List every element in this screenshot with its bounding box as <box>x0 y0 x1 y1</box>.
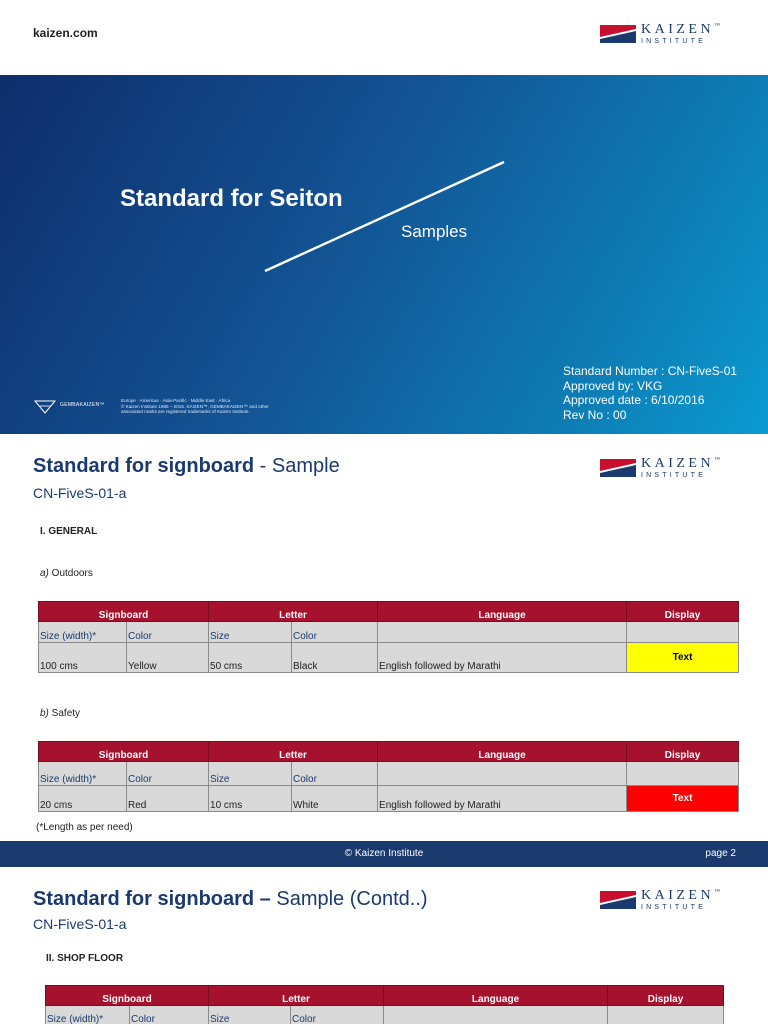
cover-header <box>0 0 768 75</box>
label-letter-color: Color <box>292 622 378 643</box>
safety-table <box>38 741 739 812</box>
section-general: I. GENERAL <box>40 526 98 537</box>
header-language: Language <box>378 602 627 622</box>
label-color: Color <box>127 622 209 643</box>
header-language: Language <box>378 742 627 762</box>
header-display: Display <box>608 986 724 1006</box>
section-shop-floor: II. SHOP FLOOR <box>46 953 124 964</box>
display-sample-red: Text <box>627 786 739 812</box>
page-number: page 2 <box>705 848 736 859</box>
label-size-width: Size (width)* <box>39 622 127 643</box>
kaizen-logo: KAIZEN™ INSTITUTE <box>600 457 720 479</box>
header-letter: Letter <box>209 742 378 762</box>
standard-meta <box>563 364 737 422</box>
rev-no: Rev No : 00 <box>563 407 627 422</box>
shop-floor-table <box>45 985 724 1024</box>
slide-code: CN-FiveS-01-a <box>33 485 127 501</box>
standard-number: Standard Number : CN-FiveS-01 <box>563 364 738 378</box>
label-letter-size: Size <box>209 1006 291 1024</box>
label-color: Color <box>127 762 209 786</box>
approved-by: Approved by: VKG <box>563 378 663 393</box>
header-letter: Letter <box>209 986 384 1006</box>
display-sample-yellow: Text <box>627 643 739 673</box>
label-letter-color: Color <box>291 1006 384 1024</box>
legal-text: Europe · Americas · Asia-Pacific · Middle East · Africa © Kaizen Institute 1985 – 2015. KAIZEN™, GEMBAKAIZEN™ and other associated marks are registered trademarks of Kaizen Institute. <box>121 398 269 415</box>
header-language: Language <box>384 986 608 1006</box>
diagonal-line-icon <box>263 159 508 274</box>
sub-outdoors: a) Outdoors <box>40 568 93 579</box>
signboard-slide <box>0 434 768 841</box>
cover-hero <box>0 75 768 434</box>
kaizen-logo: KAIZEN™ INSTITUTE <box>600 889 720 911</box>
logo-sub: INSTITUTE <box>641 38 706 45</box>
table-row: 100 cms Yellow 50 cms Black English followed by Marathi Text <box>39 643 739 673</box>
footer-copyright: © Kaizen Institute <box>344 848 424 859</box>
header-signboard: Signboard <box>39 602 209 622</box>
cover-title: Standard for Seiton <box>120 185 343 212</box>
label-letter-size: Size <box>209 762 292 786</box>
label-color: Color <box>130 1006 209 1024</box>
label-size-width: Size (width)* <box>39 762 127 786</box>
logo-name: KAIZEN <box>641 22 715 37</box>
header-signboard: Signboard <box>46 986 209 1006</box>
site-link[interactable]: kaizen.com <box>33 26 98 40</box>
slide-footer <box>0 841 768 867</box>
gemba-triangle-icon <box>34 400 56 414</box>
approved-date: Approved date : 6/10/2016 <box>563 393 705 407</box>
header-display: Display <box>627 742 739 762</box>
label-letter-color: Color <box>292 762 378 786</box>
slide-title: Standard for signboard - Sample <box>33 455 340 477</box>
gembakaizen-logo: GEMBAKAIZEN™ <box>34 400 105 414</box>
label-letter-size: Size <box>209 622 292 643</box>
header-display: Display <box>627 602 739 622</box>
kaizen-flag-icon <box>600 459 636 477</box>
sub-safety: b) Safety <box>40 708 81 719</box>
length-note: (*Length as per need) <box>36 822 133 833</box>
header-signboard: Signboard <box>39 742 209 762</box>
slide-title: Standard for signboard – Sample (Contd..) <box>33 888 428 910</box>
label-size-width: Size (width)* <box>46 1006 130 1024</box>
kaizen-flag-icon <box>600 25 636 43</box>
table-row: 20 cms Red 10 cms White English followed by Marathi Text <box>39 786 739 812</box>
signboard-contd-slide <box>0 867 768 1024</box>
cover-subtitle: Samples <box>401 222 468 241</box>
outdoors-table <box>38 601 739 673</box>
kaizen-flag-icon <box>600 891 636 909</box>
slide-code: CN-FiveS-01-a <box>33 916 127 932</box>
kaizen-logo: KAIZEN™ INSTITUTE <box>600 23 720 45</box>
header-letter: Letter <box>209 602 378 622</box>
cover-slide <box>0 0 768 434</box>
